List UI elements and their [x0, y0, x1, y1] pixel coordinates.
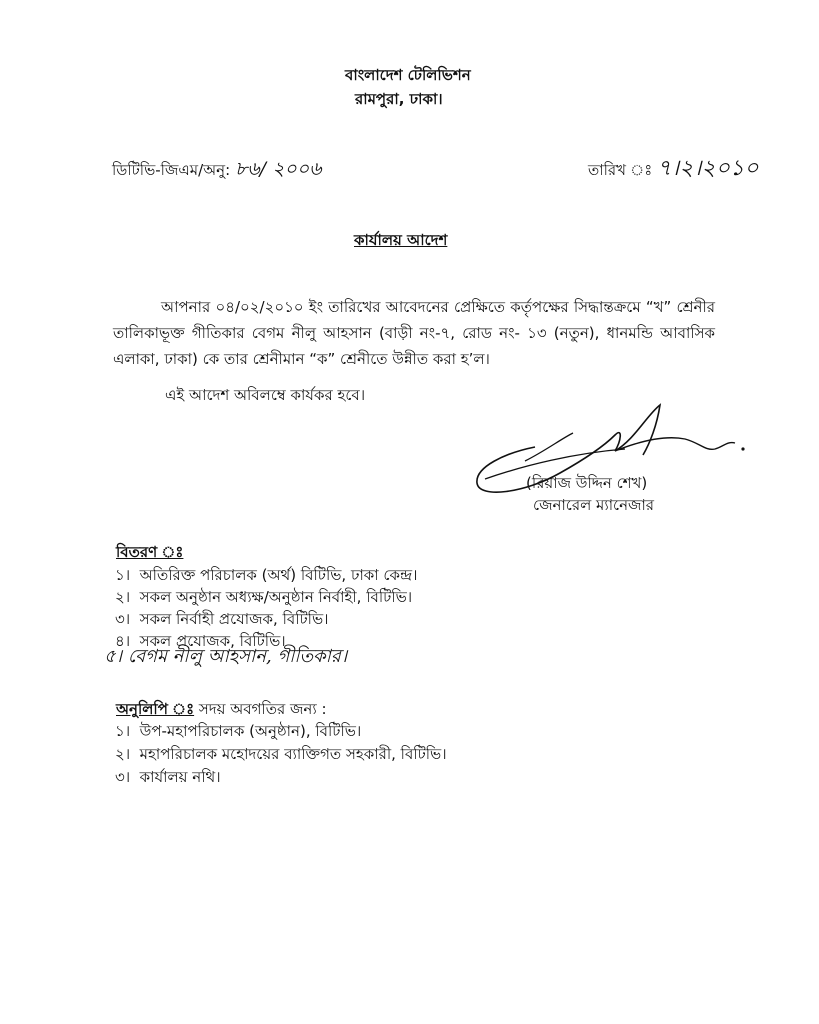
memo-date — [588, 156, 759, 181]
signatory-name: (রিয়াজ উদ্দিন শেখ) — [526, 474, 648, 492]
organization-name: বাংলাদেশ টেলিভিশন — [345, 66, 471, 84]
date-label: তারিখ ঃ — [588, 161, 657, 179]
effect-line: এই আদেশ অবিলম্বে কার্যকর হবে। — [165, 386, 366, 404]
date-handwritten: ৭।২।২০১০ — [656, 156, 759, 181]
item-number: ২। — [115, 588, 131, 606]
copies-item-2 — [115, 745, 447, 763]
memo-number — [112, 160, 322, 179]
copies-heading-label: অনুলিপি ঃ — [116, 700, 195, 718]
item-text: সকল নির্বাহী প্রযোজক, বিটিভি। — [139, 610, 329, 628]
copies-item-3 — [115, 768, 221, 786]
item-text: সকল প্রযোজক, বিটিভি। — [139, 632, 286, 650]
document-title: কার্যালয় আদেশ — [354, 231, 448, 249]
copies-heading-suffix: সদয় অবগতির জন্য : — [194, 700, 327, 718]
distribution-item-3 — [115, 610, 329, 628]
item-text: সকল অনুষ্ঠান অধ্যক্ষ/অনুষ্ঠান নির্বাহী, বিটিভি। — [139, 588, 413, 606]
body-paragraph: আপনার ০৪/০২/২০১০ ইং তারিখের আবেদনের প্রেক্ষিতে কর্তৃপক্ষের সিদ্ধান্তক্রমে “খ” শ্রেনীর তালিকাভূক্ত গীতিকার বেগম নীলু আহসান (বাড়ী নং-৭, রোড নং- ১৩ (নতুন), ধানমন্ডি আবাসিক এলাকা, ঢাকা) কে তার শ্রেনীমান “ক” শ্রেনীতে উন্নীত করা হ’ল। — [113, 298, 715, 368]
copies-heading — [116, 700, 327, 718]
distribution-handwritten-item: ৫। বেগম নীলু আহসান, গীতিকার। — [104, 646, 348, 667]
organization-address: রামপুরা, ঢাকা। — [355, 90, 443, 108]
item-text: মহাপরিচালক মহোদয়ের ব্যাক্তিগত সহকারী, বিটিভি। — [139, 745, 447, 763]
item-number: ৪। — [115, 632, 131, 650]
memo-handwritten: ৮৬/ ২০০৬ — [234, 158, 322, 180]
item-number: ১। — [115, 566, 131, 584]
copies-item-1 — [115, 722, 361, 740]
item-text: কার্যালয় নথি। — [139, 768, 221, 786]
distribution-item-2 — [115, 588, 412, 606]
item-number: ২। — [115, 745, 131, 763]
memo-prefix: ডিটিভি-জিএম/অনু: — [112, 161, 235, 179]
item-text: উপ-মহাপরিচালক (অনুষ্ঠান), বিটিভি। — [139, 722, 362, 740]
distribution-item-1 — [115, 566, 418, 584]
item-number: ৩। — [115, 768, 131, 786]
item-number: ১। — [115, 722, 131, 740]
distribution-heading: বিতরণ ঃ — [116, 543, 184, 561]
signatory-designation: জেনারেল ম্যানেজার — [533, 496, 655, 514]
item-text: অতিরিক্ত পরিচালক (অর্থ) বিটিভি, ঢাকা কেন্দ্র। — [139, 566, 418, 584]
item-number: ৩। — [115, 610, 131, 628]
